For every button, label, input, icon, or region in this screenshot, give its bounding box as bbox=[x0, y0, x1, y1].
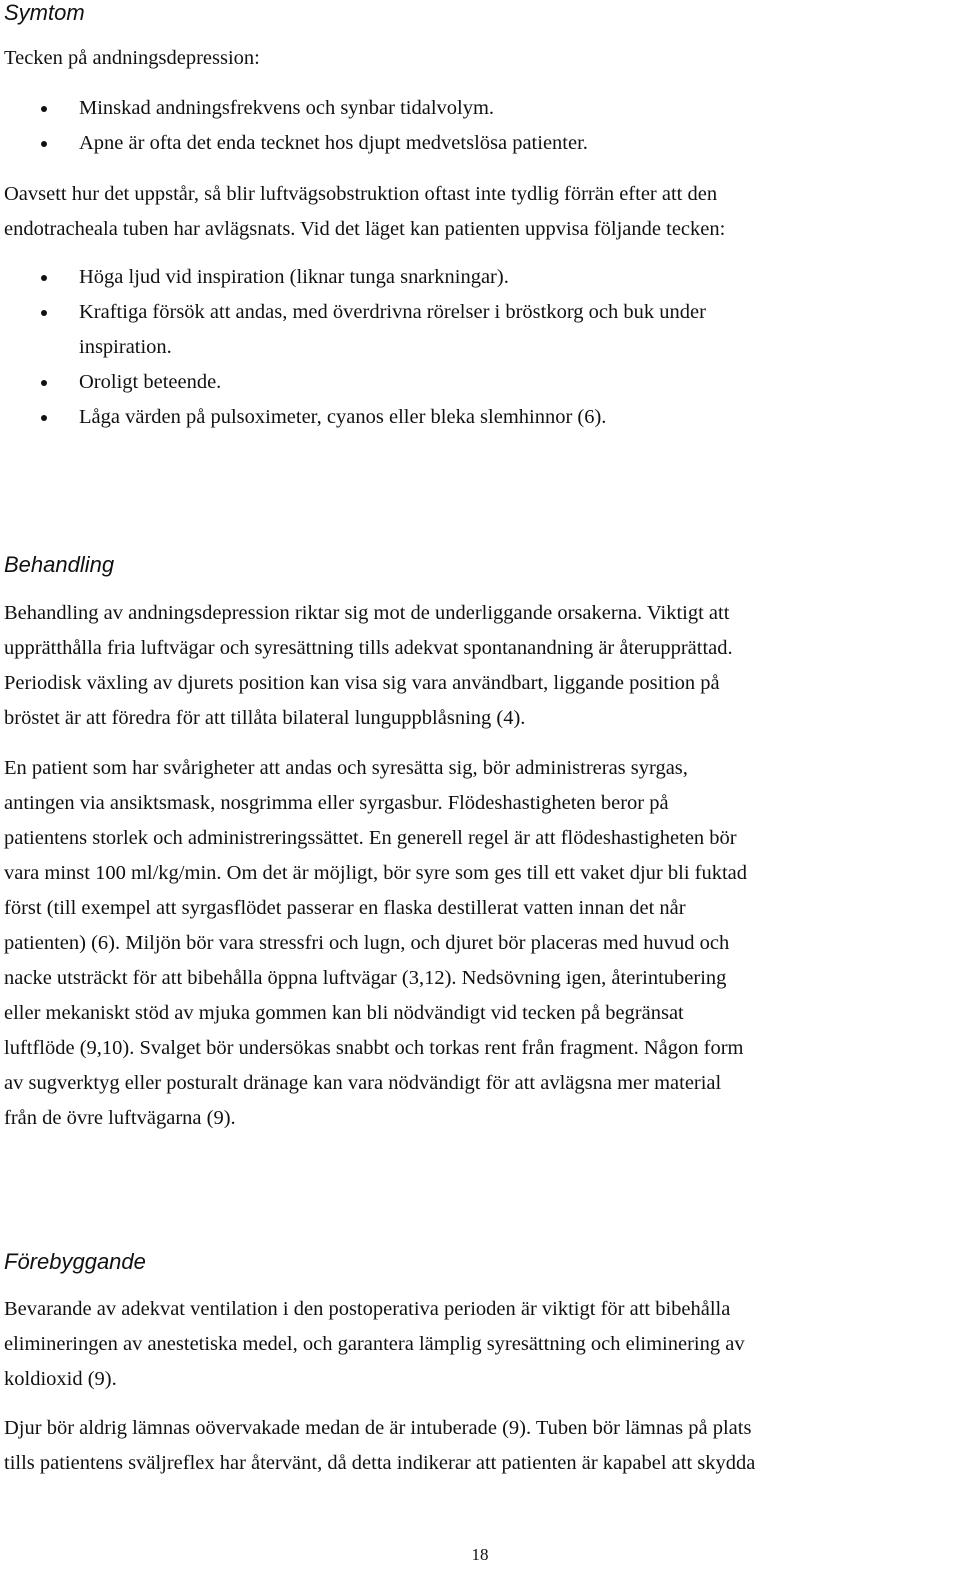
text-line: Bevarande av adekvat ventilation i den postoperativa perioden är viktigt för att bibehålla bbox=[4, 1298, 731, 1320]
text-line: tills patientens sväljreflex har återvänt, då detta indikerar att patienten är kapabel att skydda bbox=[4, 1452, 756, 1474]
text-line: vara minst 100 ml/kg/min. Om det är möjligt, bör syre som ges till ett vaket djur bli fuktad bbox=[4, 862, 748, 884]
text-line: av sugverktyg eller posturalt dränage kan vara nödvändigt för att avlägsna mer material bbox=[4, 1072, 722, 1094]
page-number: 18 bbox=[471, 1545, 489, 1564]
text-line: elimineringen av anestetiska medel, och garantera lämplig syresättning och eliminering av bbox=[4, 1333, 745, 1355]
text-line: En patient som har svårigheter att andas och syresätta sig, bör administreras syrgas, bbox=[4, 757, 688, 779]
bullet-icon bbox=[41, 141, 47, 147]
text-line: patienten) (6). Miljön bör vara stressfri och lugn, och djuret bör placeras med huvud och bbox=[4, 932, 730, 954]
symptoms-bullet-list-a bbox=[0, 91, 588, 161]
list-item bbox=[0, 365, 706, 400]
text-line: antingen via ansiktsmask, nosgrimma eller syrgasbur. Flödeshastigheten beror på bbox=[4, 792, 669, 814]
section-heading-symptoms: Symtom bbox=[4, 0, 85, 25]
text-line: koldioxid (9). bbox=[4, 1368, 117, 1390]
text-line: Periodisk växling av djurets position kan visa sig vara användbart, liggande position på bbox=[4, 672, 720, 694]
list-item bbox=[0, 260, 706, 295]
treatment-paragraph-1 bbox=[4, 596, 954, 736]
text-line: patientens storlek och administreringssättet. En generell regel är att flödeshastigheten bör bbox=[4, 827, 737, 849]
text-line: bröstet är att föredra för att tillåta bilateral lunguppblåsning (4). bbox=[4, 707, 526, 729]
text-line: endotracheala tuben har avlägsnats. Vid det läget kan patienten uppvisa följande tecken: bbox=[4, 218, 726, 240]
text-line: Behandling av andningsdepression riktar sig mot de underliggande orsakerna. Viktigt att bbox=[4, 602, 730, 624]
symptoms-bullet-list-b bbox=[0, 260, 706, 435]
list-item bbox=[0, 400, 706, 435]
symptoms-intro: Tecken på andningsdepression: bbox=[4, 47, 260, 69]
bullet-icon bbox=[41, 415, 47, 421]
bullet-icon bbox=[41, 310, 47, 316]
bullet-icon bbox=[41, 275, 47, 281]
prevention-paragraph-2 bbox=[4, 1411, 954, 1481]
bullet-icon bbox=[41, 106, 47, 112]
list-item-text: inspiration. bbox=[79, 336, 172, 358]
list-item-text: Apne är ofta det enda tecknet hos djupt medvetslösa patienter. bbox=[79, 132, 588, 154]
text-line: luftflöde (9,10). Svalget bör undersökas snabbt och torkas rent från fragment. Någon form bbox=[4, 1037, 744, 1059]
text-line: Oavsett hur det uppstår, så blir luftvägsobstruktion oftast inte tydlig förrän efter att den bbox=[4, 183, 718, 205]
list-item-text: Minskad andningsfrekvens och synbar tidalvolym. bbox=[79, 97, 495, 119]
list-item bbox=[0, 295, 706, 365]
text-line: nacke utsträckt för att bibehålla öppna luftvägar (3,12). Nedsövning igen, återintubering bbox=[4, 967, 727, 989]
list-item-text: Kraftiga försök att andas, med överdrivna rörelser i bröstkorg och buk under bbox=[79, 301, 706, 323]
text-line: Djur bör aldrig lämnas oövervakade medan de är intuberade (9). Tuben bör lämnas på plats bbox=[4, 1417, 752, 1439]
list-item bbox=[0, 126, 588, 161]
section-heading-prevention: Förebyggande bbox=[4, 1249, 146, 1274]
symptoms-paragraph bbox=[4, 177, 954, 247]
list-item-text: Oroligt beteende. bbox=[79, 371, 222, 393]
text-line: först (till exempel att syrgasflödet passerar en flaska destillerat vatten innan det når bbox=[4, 897, 686, 919]
bullet-icon bbox=[41, 380, 47, 386]
prevention-paragraph-1 bbox=[4, 1292, 954, 1397]
section-heading-treatment: Behandling bbox=[4, 552, 115, 577]
list-item bbox=[0, 91, 588, 126]
text-line: eller mekaniskt stöd av mjuka gommen kan bli nödvändigt vid tecken på begränsat bbox=[4, 1002, 684, 1024]
list-item-text: Låga värden på pulsoximeter, cyanos eller bleka slemhinnor (6). bbox=[79, 406, 607, 428]
text-line: upprätthålla fria luftvägar och syresättning tills adekvat spontanandning är återupprättad. bbox=[4, 637, 733, 659]
treatment-paragraph-2 bbox=[4, 751, 954, 1136]
text-line: från de övre luftvägarna (9). bbox=[4, 1107, 236, 1129]
list-item-text: Höga ljud vid inspiration (liknar tunga snarkningar). bbox=[79, 266, 509, 288]
